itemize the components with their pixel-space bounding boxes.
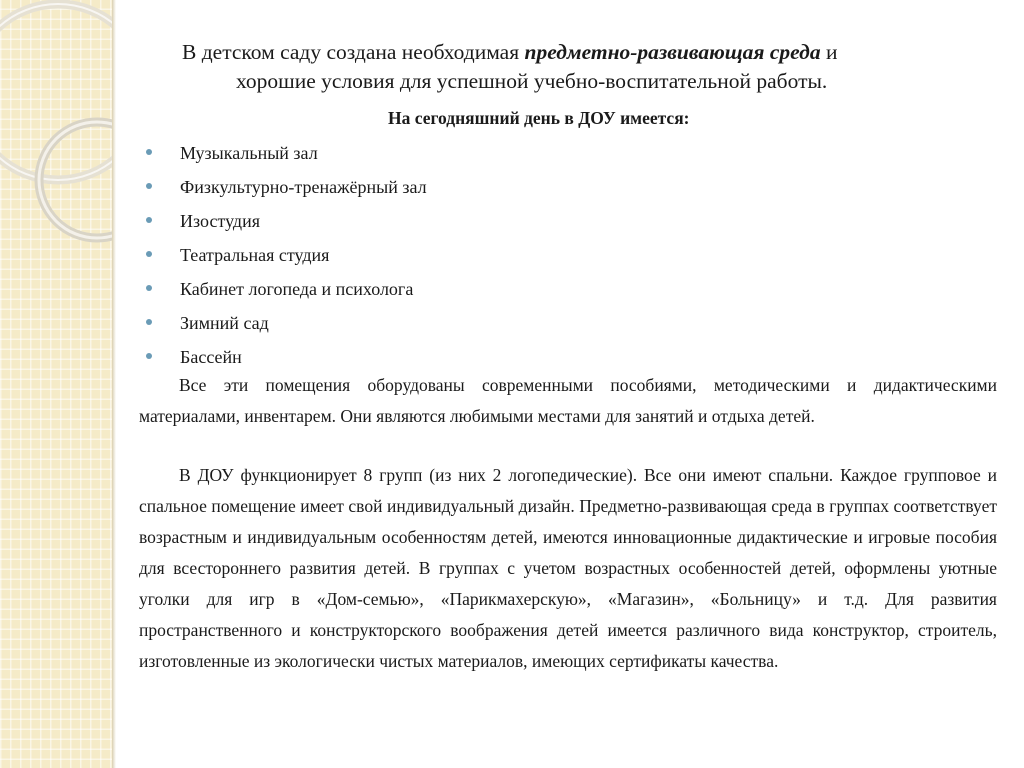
list-item-label: Зимний сад bbox=[180, 313, 269, 333]
bullet-icon bbox=[146, 149, 152, 155]
list-item bbox=[146, 275, 427, 309]
list-item bbox=[146, 207, 427, 241]
list-item-label: Физкультурно-тренажёрный зал bbox=[180, 177, 427, 197]
intro-emphasis: предметно-развивающая среда bbox=[524, 40, 821, 64]
list-item bbox=[146, 173, 427, 207]
intro-text-start: В детском саду создана необходимая bbox=[182, 40, 525, 64]
list-item-label: Изостудия bbox=[180, 211, 261, 231]
intro-statement bbox=[182, 38, 1002, 96]
facilities-list bbox=[146, 139, 427, 377]
bullet-icon bbox=[146, 183, 152, 189]
bullet-icon bbox=[146, 285, 152, 291]
intro-text-line2: хорошие условия для успешной учебно-воспитательной работы. bbox=[236, 69, 828, 93]
bullet-icon bbox=[146, 353, 152, 359]
bullet-icon bbox=[146, 251, 152, 257]
paragraph-groups: В ДОУ функционирует 8 групп (из них 2 логопедические). Все они имеют спальни. Каждое групповое и спальное помещение имеет свой индивидуальный дизайн. Предметно-развивающая среда в группах соответствует возрастным и индивидуальным особенностям детей, имеются инновационные дидактические и игровые пособия для всестороннего развития детей. В группах с учетом возрастных особенностей детей, оформлены уютные уголки для игр в «Дом-семью», «Парикмахерскую», «Магазин», «Больницу» и т.д. Для развития пространственного и конструкторского воображения детей имеется различного вида конструктор, строитель, изготовленные из экологически чистых материалов, имеющих сертификаты качества. bbox=[139, 465, 997, 671]
list-item-label: Театральная студия bbox=[180, 245, 330, 265]
bullet-icon bbox=[146, 319, 152, 325]
list-item-label: Бассейн bbox=[180, 347, 242, 367]
paragraph-equipment: Все эти помещения оборудованы современными пособиями, методическими и дидактическими материалами, инвентарем. Они являются любимыми местами для занятий и отдыха детей. bbox=[139, 375, 997, 426]
bullet-icon bbox=[146, 217, 152, 223]
intro-text-mid: и bbox=[820, 40, 838, 64]
facilities-heading: На сегодняшний день в ДОУ имеется: bbox=[388, 108, 690, 128]
list-item bbox=[146, 139, 427, 173]
list-item-label: Кабинет логопеда и психолога bbox=[180, 279, 414, 299]
list-item bbox=[146, 241, 427, 275]
list-item bbox=[146, 309, 427, 343]
list-item-label: Музыкальный зал bbox=[180, 143, 318, 163]
